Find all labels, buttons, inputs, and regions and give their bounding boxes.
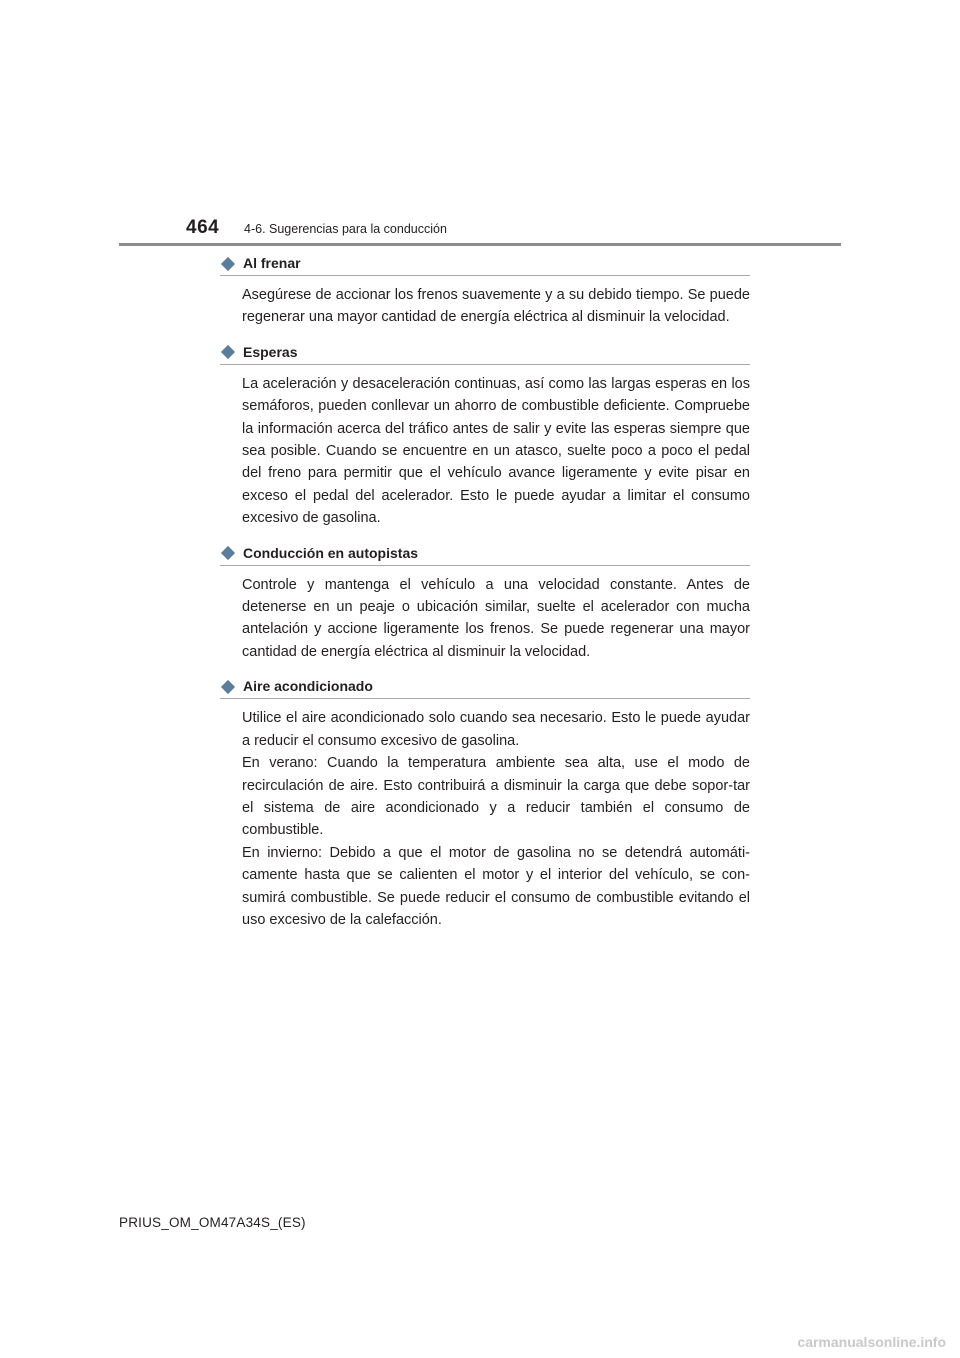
- subsection-autopistas: [220, 542, 750, 664]
- paragraph: Asegúrese de accionar los frenos suavemente y a su debido tiempo. Se puede regenerar una mayor cantidad de energía eléctrica al disminuir la velocidad.: [242, 287, 750, 326]
- page-number: 464: [186, 217, 220, 238]
- subsection-heading-text: Al frenar: [243, 255, 301, 271]
- diamond-bullet-icon: [221, 345, 235, 359]
- paragraph: Utilice el aire acondicionado solo cuando sea necesario. Esto le puede ayudar a reducir el consumo excesivo de gasolina.: [242, 710, 750, 749]
- diamond-bullet-icon: [221, 256, 235, 270]
- section-title: 4-6. Sugerencias para la conducción: [244, 222, 447, 236]
- header-rule: [119, 243, 841, 246]
- footer-doc-code: PRIUS_OM_OM47A34S_(ES): [119, 1215, 306, 1230]
- subsection-al-frenar: [220, 252, 750, 329]
- paragraph: En verano: Cuando la temperatura ambiente sea alta, use el modo de recirculación de aire. Esto contribuirá a disminuir la carga que debe sopor-tar el sistema de aire acondicionado y a reducir también el consumo de combustible.: [242, 755, 750, 839]
- subsection-heading: [220, 341, 750, 365]
- paragraph: Controle y mantenga el vehículo a una velocidad constante. Antes de detenerse en un peaje o ubicación similar, suelte el acelerador con mucha antelación y accione ligeramente los frenos. Se puede regenerar una mayor cantidad de energía eléctrica al disminuir la velocidad.: [242, 576, 750, 660]
- subsection-heading: [220, 542, 750, 566]
- subsection-esperas: [220, 341, 750, 530]
- diamond-bullet-icon: [221, 546, 235, 560]
- subsection-heading: [220, 675, 750, 699]
- subsection-heading-text: Aire acondicionado: [243, 678, 373, 695]
- diamond-bullet-icon: [221, 680, 235, 694]
- subsection-heading-text: Esperas: [243, 343, 298, 360]
- subsection-heading: [220, 252, 750, 276]
- subsection-heading-text: Conducción en autopistas: [243, 544, 419, 561]
- watermark: carmanualsonline.info: [797, 1334, 946, 1350]
- paragraph: La aceleración y desaceleración continuas, así como las largas esperas en los semáforos, pueden conllevar un ahorro de combustible deficiente. Compruebe la información acerca del tráfico antes de salir y evite las esperas siempre que sea posible. Cuando se encuentre en un atasco, suelte poco a poco el pedal del freno para permitir que el vehículo avance ligeramente y evite pisar en exceso el pedal del acelerador. Esto le puede ayudar a limitar el consumo excesivo de gasolina.: [242, 375, 750, 527]
- content: [220, 252, 750, 931]
- subsection-aire-acondicionado: [220, 675, 750, 931]
- paragraph: En invierno: Debido a que el motor de gasolina no se detendrá automáti-camente hasta que se calienten el motor y el interior del vehículo, se con-sumirá combustible. Se puede reducir el consumo de combustible evitando el uso excesivo de la calefacción.: [242, 844, 750, 928]
